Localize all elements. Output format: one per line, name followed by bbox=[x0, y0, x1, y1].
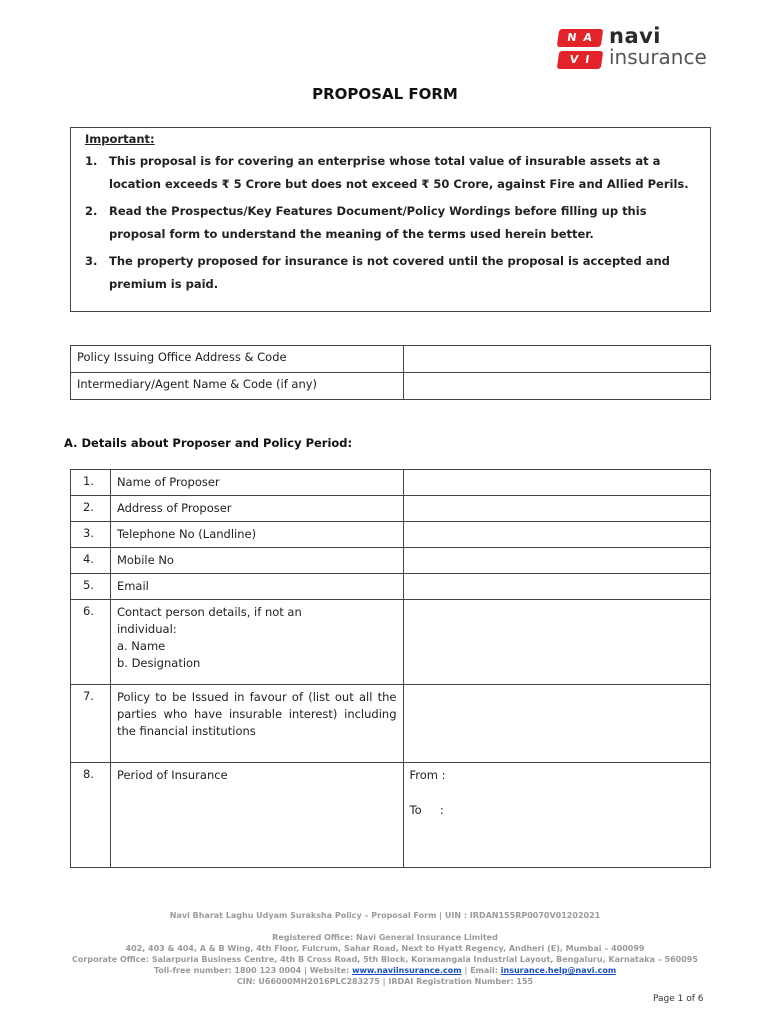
logo-line1: navi bbox=[609, 24, 662, 48]
table-row bbox=[71, 763, 711, 868]
email-link[interactable]: insurance.help@navi.com bbox=[500, 966, 617, 975]
address-of-proposer-field[interactable] bbox=[403, 496, 710, 522]
row-label: Email bbox=[110, 574, 403, 600]
item-number: 3. bbox=[85, 254, 98, 268]
agent-name-label: Intermediary/Agent Name & Code (if any) bbox=[71, 373, 404, 400]
item-text: This proposal is for covering an enterprise whose total value of insurable assets at a location exceeds ₹ 5 Crore but does not exceed ₹ 50 Crore, against Fire and Allied Perils. bbox=[109, 154, 689, 191]
row-label: Address of Proposer bbox=[110, 496, 403, 522]
office-details-table bbox=[70, 345, 711, 400]
table-row bbox=[71, 574, 711, 600]
office-address-label: Policy Issuing Office Address & Code bbox=[71, 346, 404, 373]
row-number: 5. bbox=[71, 574, 111, 600]
important-item bbox=[85, 200, 696, 246]
row-label: Policy to be Issued in favour of (list out all the parties who have insurable interest) including the financial institutions bbox=[110, 685, 403, 763]
table-row bbox=[71, 685, 711, 763]
table-row bbox=[71, 346, 711, 373]
important-heading: Important: bbox=[85, 132, 155, 146]
important-notice-box bbox=[70, 127, 711, 312]
table-row bbox=[71, 522, 711, 548]
contact-person-field[interactable] bbox=[403, 600, 710, 685]
footer-form-title: Navi Bharat Laghu Udyam Suraksha Policy – Proposal Form | UIN : IRDAN155RP0070V01202021 bbox=[169, 911, 601, 920]
row-label: Name of Proposer bbox=[110, 470, 403, 496]
email-field[interactable] bbox=[403, 574, 710, 600]
item-text: Read the Prospectus/Key Features Document/Policy Wordings before filling up this proposal form to understand the meaning of the terms used herein better. bbox=[109, 204, 647, 241]
website-link[interactable]: www.naviinsurance.com bbox=[352, 966, 462, 975]
logo-line2: insurance bbox=[609, 45, 707, 69]
contact-label-line: a. Name bbox=[116, 639, 166, 653]
table-row bbox=[71, 548, 711, 574]
policy-in-favour-field[interactable] bbox=[403, 685, 710, 763]
logo-text bbox=[609, 26, 707, 68]
mobile-field[interactable] bbox=[403, 548, 710, 574]
page-number: Page 1 of 6 bbox=[653, 994, 704, 1004]
table-row bbox=[71, 600, 711, 685]
row-label: Telephone No (Landline) bbox=[110, 522, 403, 548]
row-label bbox=[110, 600, 403, 685]
period-of-insurance-field[interactable] bbox=[403, 763, 710, 868]
footer-email-label: | Email: bbox=[461, 966, 501, 975]
page-title: PROPOSAL FORM bbox=[312, 85, 458, 103]
logo-mark-bottom: VI bbox=[557, 51, 604, 69]
footer-tollfree: Toll-free number: 1800 123 0004 | Website: bbox=[153, 966, 353, 975]
item-number: 2. bbox=[85, 204, 98, 218]
table-row bbox=[71, 373, 711, 400]
footer-contact bbox=[0, 965, 770, 976]
contact-label-line: Contact person details, if not an bbox=[116, 605, 302, 619]
item-text: The property proposed for insurance is not covered until the proposal is accepted and premium is paid. bbox=[109, 254, 670, 291]
from-label: From : bbox=[409, 768, 446, 782]
row-number: 7. bbox=[71, 685, 111, 763]
row-number: 1. bbox=[71, 470, 111, 496]
row-number: 3. bbox=[71, 522, 111, 548]
row-label: Period of Insurance bbox=[110, 763, 403, 868]
important-item bbox=[85, 150, 696, 196]
footer-registered-office: Registered Office: Navi General Insurance Limited bbox=[272, 933, 498, 942]
section-a-heading: A. Details about Proposer and Policy Period: bbox=[64, 436, 353, 450]
logo-mark-top: NA bbox=[557, 29, 604, 47]
important-item bbox=[85, 250, 696, 296]
table-row bbox=[71, 470, 711, 496]
telephone-field[interactable] bbox=[403, 522, 710, 548]
navi-logo-mark bbox=[558, 29, 602, 69]
row-number: 4. bbox=[71, 548, 111, 574]
proposer-details-table bbox=[70, 469, 711, 868]
footer-address: 402, 403 & 404, A & B Wing, 4th Floor, Fulcrum, Sahar Road, Next to Hyatt Regency, Andheri (E), Mumbai – 400099 bbox=[125, 944, 645, 953]
table-row bbox=[71, 496, 711, 522]
row-number: 2. bbox=[71, 496, 111, 522]
contact-label-line: b. Designation bbox=[116, 656, 201, 670]
contact-label-line: individual: bbox=[116, 622, 177, 636]
name-of-proposer-field[interactable] bbox=[403, 470, 710, 496]
footer-corporate-office: Corporate Office: Salarpuria Business Centre, 4th B Cross Road, 5th Block, Koramangala Industrial Layout, Bengaluru, Karnataka – 560095 bbox=[72, 955, 698, 964]
navi-insurance-logo bbox=[558, 26, 708, 72]
item-number: 1. bbox=[85, 154, 98, 168]
row-number: 6. bbox=[71, 600, 111, 685]
row-number: 8. bbox=[71, 763, 111, 868]
to-label: To : bbox=[409, 803, 444, 817]
agent-name-field[interactable] bbox=[403, 373, 710, 400]
footer-cin: CIN: U66000MH2016PLC283275 | IRDAI Registration Number: 155 bbox=[236, 977, 534, 986]
office-address-field[interactable] bbox=[403, 346, 710, 373]
row-label: Mobile No bbox=[110, 548, 403, 574]
